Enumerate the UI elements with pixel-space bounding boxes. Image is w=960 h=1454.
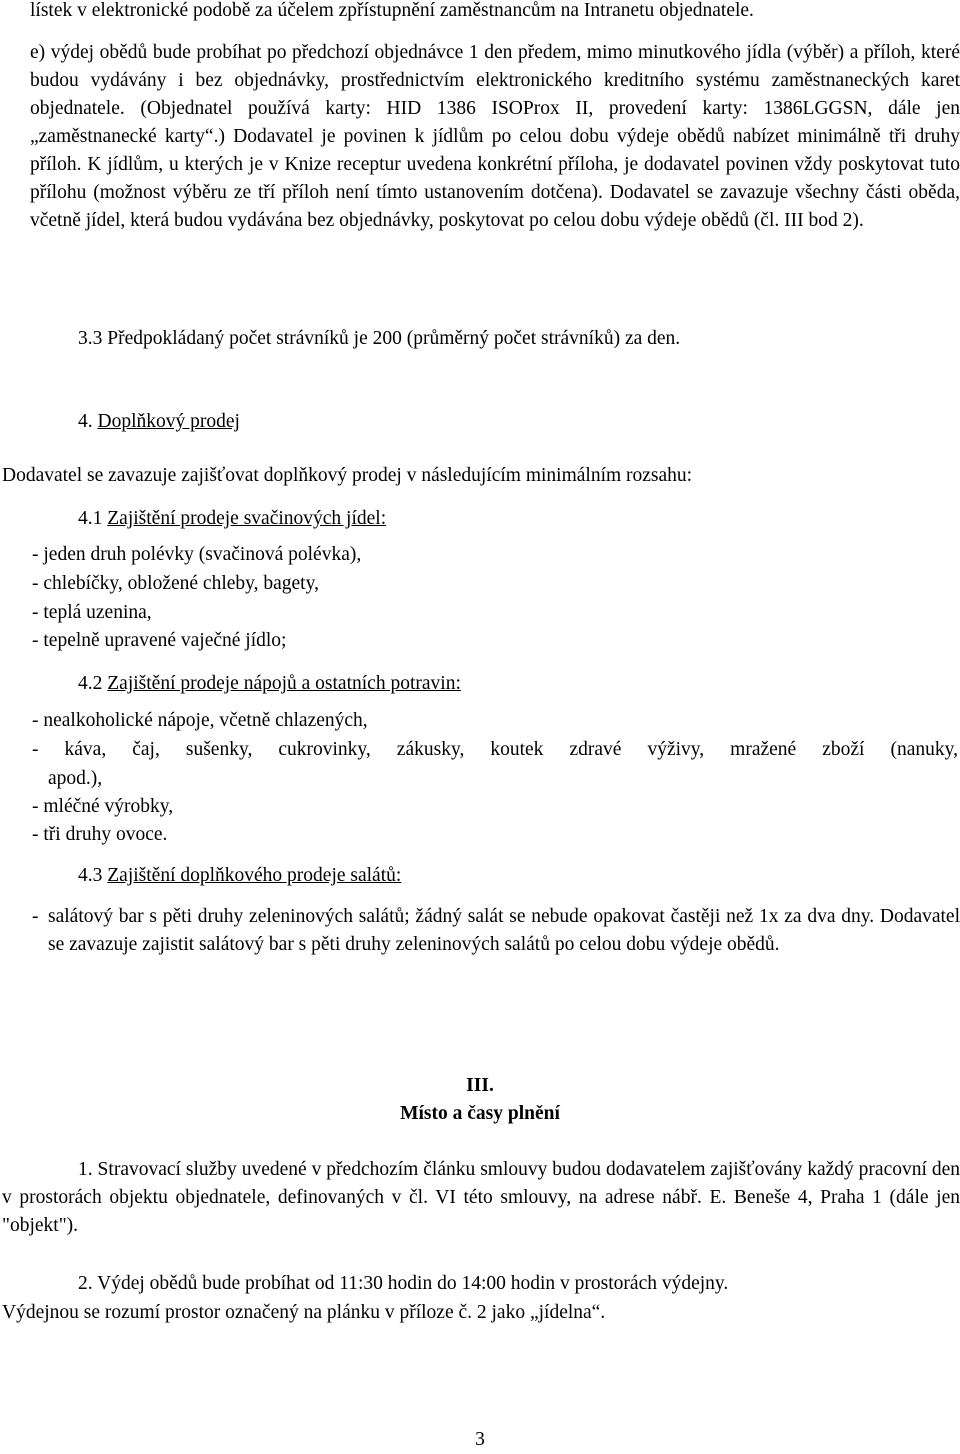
section-4-3-number: 4.3 (78, 865, 103, 886)
section-4-1-title: Zajištění prodeje svačinových jídel: (107, 508, 387, 529)
article-paragraph-2-line-2: Výdejnou se rozumí prostor označený na plánku v příloze č. 2 jako „jídelna“. (2, 1302, 606, 1323)
list-item: - tři druhy ovoce. (32, 824, 168, 845)
list-item-continuation: apod.), (48, 768, 103, 789)
page-number: 3 (475, 1429, 485, 1450)
list-item: - nealkoholické nápoje, včetně chlazených, (32, 710, 368, 731)
article-title: Místo a časy plnění (400, 1103, 560, 1124)
section-4-2-number: 4.2 (78, 673, 103, 694)
top-line: lístek v elektronické podobě za účelem zpřístupnění zaměstnancům na Intranetu objednatele. (30, 0, 754, 21)
list-item: - káva, čaj, sušenky, cukrovinky, zákusky, koutek zdravé výživy, mražené zboží (nanuky, (32, 739, 958, 760)
section-4-number: 4. (78, 411, 93, 432)
article-paragraph-1: 1. Stravovací služby uvedené v předchozím článku smlouvy budou dodavatelem zajišťovány každý pracovní den v prostorách objektu objednatele, definovaných v čl. VI této smlouvy, na adrese nábř. E. Beneše 4, Praha 1 (dále jen "objekt"). (2, 1159, 960, 1236)
section-4-3-title: Zajištění doplňkového prodeje salátů: (107, 865, 402, 886)
salad-bar-item: salátový bar s pěti druhy zeleninových salátů; žádný salát se nebude opakovat častěji než 1x za dva dny. Dodavatel se zavazuje zajistit salátový bar s pěti druhy zeleninových salátů po celou dobu výdeje obědů. (48, 906, 960, 955)
section-4-2-title: Zajištění prodeje nápojů a ostatních potravin: (107, 673, 461, 694)
list-item: - teplá uzenina, (32, 602, 152, 623)
list-item: - tepelně upravené vaječné jídlo; (32, 630, 287, 651)
section-4-heading (78, 408, 240, 436)
list-item: - jeden druh polévky (svačinová polévka), (32, 544, 362, 565)
list-item: - chlebíčky, obložené chleby, bagety, (32, 573, 319, 594)
section-4-2-heading (78, 670, 461, 698)
section-4-title: Doplňkový prodej (97, 411, 240, 432)
article-number: III. (466, 1075, 494, 1096)
list-dash: - (32, 906, 39, 927)
section-3-3: 3.3 Předpokládaný počet strávníků je 200 (průměrný počet strávníků) za den. (78, 328, 681, 349)
list-item: - mléčné výrobky, (32, 796, 174, 817)
paragraph-e: e) výdej obědů bude probíhat po předchozí objednávce 1 den předem, mimo minutkového jídla (výběr) a příloh, které budou vydávány i bez objednávky, prostřednictvím elektronického kreditního systému zaměstnaneckých karet objednatele. (Objednatel používá karty: HID 1386 ISOProx II, provedení karty: 1386LGGSN, dále jen „zaměstnanecké karty“.) Dodavatel je povinen k jídlům po celou dobu výdeje obědů nabízet minimálně tři druhy příloh. K jídlům, u kterých je v Knize receptur uvedena konkrétní příloha, je dodavatel povinen vždy poskytovat tuto přílohu (možnost výběru ze tří příloh není tímto ustanovením dotčena). Dodavatel se zavazuje všechny části oběda, včetně jídel, která budou vydávána bez objednávky, poskytovat po celou dobu výdeje obědů (čl. III bod 2). (30, 42, 960, 231)
section-4-3-heading (78, 862, 401, 890)
section-4-1-heading (78, 505, 386, 533)
article-paragraph-2-line-1: 2. Výdej obědů bude probíhat od 11:30 hodin do 14:00 hodin v prostorách výdejny. (78, 1273, 729, 1294)
section-4-intro: Dodavatel se zavazuje zajišťovat doplňkový prodej v následujícím minimálním rozsahu: (2, 465, 693, 486)
section-4-1-number: 4.1 (78, 508, 103, 529)
